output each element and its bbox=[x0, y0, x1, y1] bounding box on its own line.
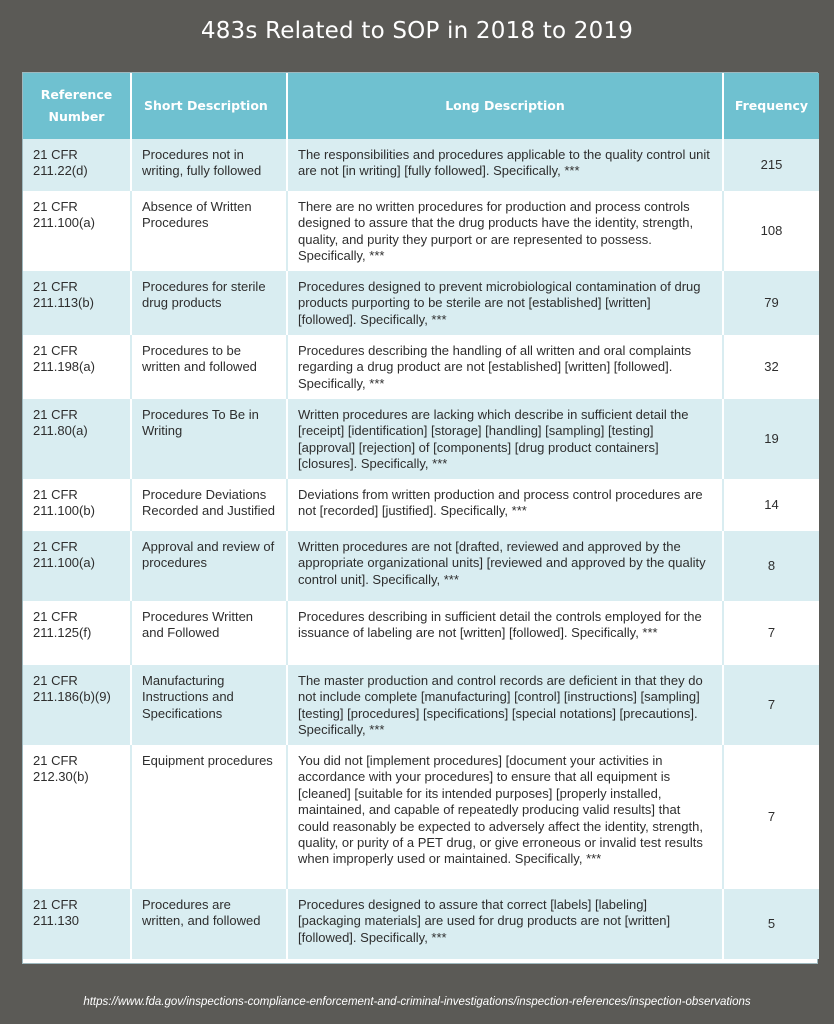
cell-reference-number: 21 CFR 211.100(a) bbox=[23, 191, 131, 271]
cell-reference-number: 21 CFR 211.100(a) bbox=[23, 531, 131, 601]
cell-frequency: 108 bbox=[723, 191, 819, 271]
table-row bbox=[23, 139, 819, 191]
cell-reference-number: 21 CFR 211.186(b)(9) bbox=[23, 665, 131, 745]
cell-short-description: Procedures To Be in Writing bbox=[131, 399, 287, 479]
table-row bbox=[23, 601, 819, 665]
cell-long-description: Written procedures are lacking which describe in sufficient detail the [receipt] [identification] [storage] [handling] [sampling] [testing] [approval] [rejection] of [components] [drug product containers] [closures]. Specifically, *** bbox=[287, 399, 723, 479]
cell-reference-number: 21 CFR 211.130 bbox=[23, 889, 131, 959]
cell-frequency: 8 bbox=[723, 531, 819, 601]
cell-short-description: Equipment procedures bbox=[131, 745, 287, 889]
cell-frequency: 7 bbox=[723, 665, 819, 745]
cell-long-description: Procedures describing the handling of all written and oral complaints regarding a drug product are not [established] [written] [followed]. Specifically, *** bbox=[287, 335, 723, 399]
cell-short-description: Procedures for sterile drug products bbox=[131, 271, 287, 335]
cell-reference-number: 21 CFR 211.100(b) bbox=[23, 479, 131, 531]
observations-table bbox=[23, 73, 819, 959]
page-title: 483s Related to SOP in 2018 to 2019 bbox=[200, 18, 634, 44]
cell-short-description: Approval and review of procedures bbox=[131, 531, 287, 601]
cell-short-description: Procedures not in writing, fully followed bbox=[131, 139, 287, 191]
cell-long-description: The responsibilities and procedures applicable to the quality control unit are not [in writing] [fully followed]. Specifically, *** bbox=[287, 139, 723, 191]
header-reference-number: Reference Number bbox=[23, 73, 131, 139]
header-short-description: Short Description bbox=[131, 73, 287, 139]
table-row bbox=[23, 531, 819, 601]
cell-short-description: Procedures Written and Followed bbox=[131, 601, 287, 665]
cell-long-description: Procedures designed to prevent microbiological contamination of drug products purporting to be sterile are not [established] [written] [followed]. Specifically, *** bbox=[287, 271, 723, 335]
cell-short-description: Procedures to be written and followed bbox=[131, 335, 287, 399]
cell-frequency: 79 bbox=[723, 271, 819, 335]
cell-frequency: 215 bbox=[723, 139, 819, 191]
cell-short-description: Manufacturing Instructions and Specifications bbox=[131, 665, 287, 745]
cell-frequency: 32 bbox=[723, 335, 819, 399]
cell-frequency: 14 bbox=[723, 479, 819, 531]
cell-long-description: There are no written procedures for production and process controls designed to assure that the drug products have the identity, strength, quality, and purity they purport or are represented to possess. Specifically, *** bbox=[287, 191, 723, 271]
table-row bbox=[23, 335, 819, 399]
cell-reference-number: 21 CFR 211.198(a) bbox=[23, 335, 131, 399]
table-row bbox=[23, 889, 819, 959]
table-row bbox=[23, 479, 819, 531]
source-url: https://www.fda.gov/inspections-compliance-enforcement-and-criminal-investigations/inspection-references/inspection-observations bbox=[83, 996, 751, 1008]
cell-short-description: Procedures are written, and followed bbox=[131, 889, 287, 959]
cell-long-description: You did not [implement procedures] [document your activities in accordance with your procedures] to ensure that all equipment is [cleaned] [suitable for its intended purposes] [properly installed, maintained, and capable of repeatedly producing valid results] that could reasonably be expected to adversely affect the identity, strength, quality, or purity of a PET drug, or give erroneous or invalid test results when improperly used or maintained. Specifically, *** bbox=[287, 745, 723, 889]
cell-reference-number: 21 CFR 211.113(b) bbox=[23, 271, 131, 335]
cell-long-description: Procedures designed to assure that correct [labels] [labeling] [packaging materials] are used for drug products are not [written] [followed]. Specifically, *** bbox=[287, 889, 723, 959]
cell-long-description: Written procedures are not [drafted, reviewed and approved by the appropriate organizational units] [reviewed and approved by the quality control unit]. Specifically, *** bbox=[287, 531, 723, 601]
cell-long-description: Deviations from written production and process control procedures are not [recorded] [justified]. Specifically, *** bbox=[287, 479, 723, 531]
observations-table-container bbox=[22, 72, 818, 964]
cell-frequency: 5 bbox=[723, 889, 819, 959]
table-row bbox=[23, 745, 819, 889]
cell-short-description: Procedure Deviations Recorded and Justified bbox=[131, 479, 287, 531]
cell-reference-number: 21 CFR 211.22(d) bbox=[23, 139, 131, 191]
table-row bbox=[23, 271, 819, 335]
cell-frequency: 7 bbox=[723, 601, 819, 665]
cell-reference-number: 21 CFR 211.80(a) bbox=[23, 399, 131, 479]
cell-reference-number: 21 CFR 212.30(b) bbox=[23, 745, 131, 889]
cell-long-description: Procedures describing in sufficient detail the controls employed for the issuance of labeling are not [written] [followed]. Specifically, *** bbox=[287, 601, 723, 665]
cell-long-description: The master production and control records are deficient in that they do not include complete [manufacturing] [control] [instructions] [sampling] [testing] [procedures] [specifications] [special notations] [precautions]. Specifically, *** bbox=[287, 665, 723, 745]
table-row bbox=[23, 665, 819, 745]
header-long-description: Long Description bbox=[287, 73, 723, 139]
cell-short-description: Absence of Written Procedures bbox=[131, 191, 287, 271]
header-frequency: Frequency bbox=[723, 73, 819, 139]
table-row bbox=[23, 399, 819, 479]
cell-frequency: 7 bbox=[723, 745, 819, 889]
cell-frequency: 19 bbox=[723, 399, 819, 479]
table-row bbox=[23, 191, 819, 271]
cell-reference-number: 21 CFR 211.125(f) bbox=[23, 601, 131, 665]
table-header-row bbox=[23, 73, 819, 139]
